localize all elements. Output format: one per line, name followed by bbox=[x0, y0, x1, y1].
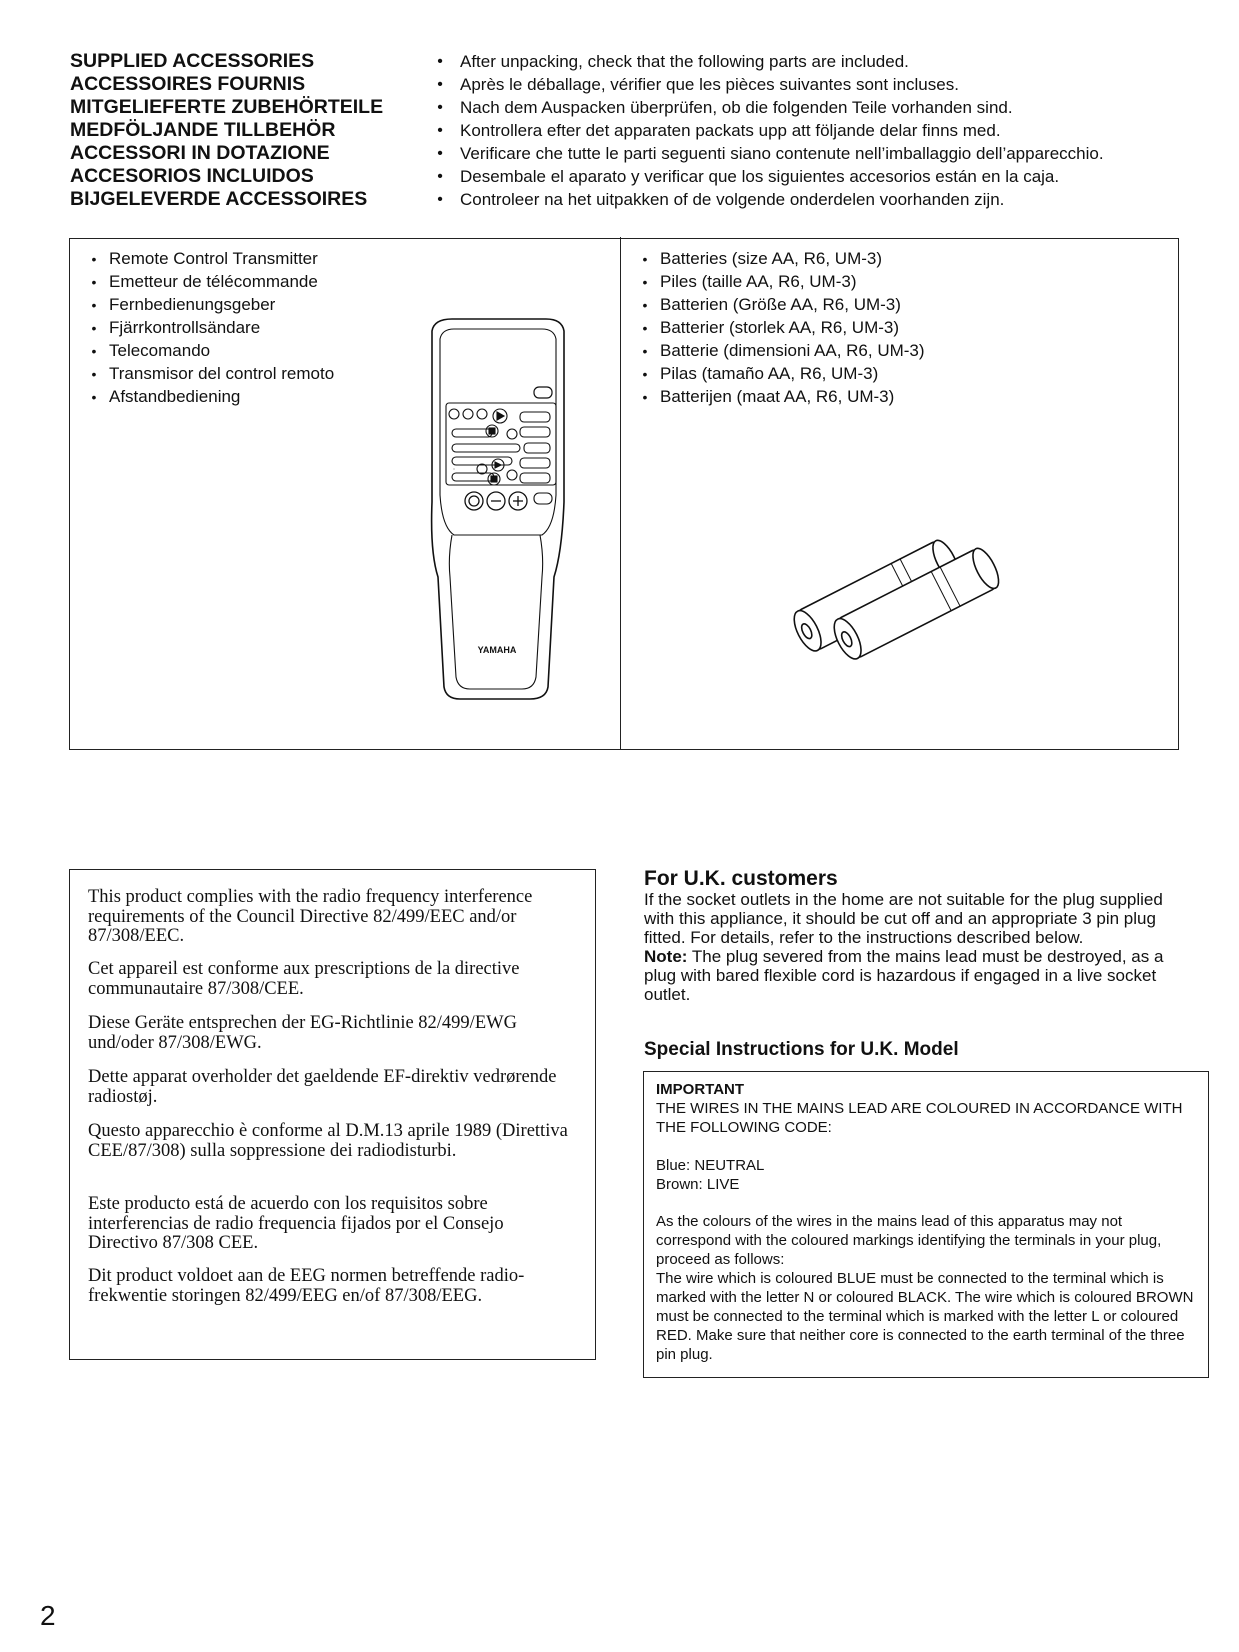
uk-body-text: If the socket outlets in the home are not suitable for the plug supplied with this appliance, it should be cut off and an appropriate 3 pin plug fitted. For details, refer to the instructions described below. bbox=[644, 890, 1163, 947]
note-label: Note: bbox=[644, 947, 688, 966]
list-item: • Emetteur de télécommande bbox=[81, 270, 334, 293]
bullet: • bbox=[91, 388, 97, 405]
compliance-paragraph: Cet appareil est conforme aux prescriptions de la directive communautaire 87/308/CEE. bbox=[88, 959, 520, 999]
bullet: • bbox=[642, 342, 648, 359]
compliance-paragraph: Dit product voldoet aan de EEG normen betreffende radio-frekwentie storingen 82/499/EEG en/of 87/308/EEG. bbox=[88, 1266, 525, 1306]
bullet: • bbox=[642, 319, 648, 336]
bullet: • bbox=[91, 273, 97, 290]
heading-description: Nach dem Auspacken überprüfen, ob die folgenden Teile vorhanden sind. bbox=[460, 97, 1013, 117]
bullet: • bbox=[91, 250, 97, 267]
remote-control-illustration bbox=[412, 317, 632, 702]
batteries-list bbox=[632, 247, 925, 408]
uk-note bbox=[644, 947, 1184, 1004]
bullet: • bbox=[437, 75, 443, 93]
compliance-paragraph: Este producto está de acuerdo con los requisitos sobre interferencias de radio frequencia fijados por el Consejo Directivo 87/308 CEE. bbox=[88, 1194, 504, 1253]
list-item: • Piles (taille AA, R6, UM-3) bbox=[632, 270, 925, 293]
uk-customers-title: For U.K. customers bbox=[644, 867, 838, 890]
brown-wire-code: Brown: LIVE bbox=[656, 1176, 740, 1193]
colour-instructions: As the colours of the wires in the mains lead of this apparatus may not correspond with the coloured markings identifying the terminals in your plug, proceed as follows: bbox=[656, 1213, 1162, 1268]
important-line: THE WIRES IN THE MAINS LEAD ARE COLOURED IN ACCORDANCE WITH THE FOLLOWING CODE: bbox=[656, 1100, 1183, 1136]
bullet: • bbox=[642, 250, 648, 267]
wiring-instructions: The wire which is coloured BLUE must be connected to the terminal which is marked with the letter N or coloured BLACK. The wire which is coloured BROWN must be connected to the terminal which is marked with the letter L or coloured RED. Make sure that neither core is connected to the earth terminal of the three pin plug. bbox=[656, 1270, 1194, 1363]
heading-row bbox=[70, 73, 1230, 96]
accessories-box bbox=[69, 238, 1179, 750]
list-item: • Fjärrkontrollsändare bbox=[81, 316, 334, 339]
bullet: • bbox=[642, 273, 648, 290]
heading-description: Kontrollera efter det apparaten packats upp att följande delar finns med. bbox=[460, 120, 1001, 140]
note-text: The plug severed from the mains lead must be destroyed, as a plug with bared flexible cord is hazardous if engaged in a live socket outlet. bbox=[644, 947, 1164, 1004]
batteries-illustration bbox=[770, 527, 1090, 687]
list-item: • Batterie (dimensioni AA, R6, UM-3) bbox=[632, 339, 925, 362]
compliance-paragraph: Diese Geräte entsprechen der EG-Richtlinie 82/499/EWG und/oder 87/308/EWG. bbox=[88, 1013, 517, 1053]
list-item: • Pilas (tamaño AA, R6, UM-3) bbox=[632, 362, 925, 385]
heading-row bbox=[70, 165, 1230, 188]
heading-title: BIJGELEVERDE ACCESSOIRES bbox=[70, 188, 368, 210]
heading-description: Verificare che tutte le parti seguenti siano contenute nell’imballaggio dell’apparecchio. bbox=[460, 143, 1104, 163]
list-item: • Fernbedienungsgeber bbox=[81, 293, 334, 316]
uk-customers-body bbox=[644, 890, 1184, 1004]
heading-description: After unpacking, check that the following parts are included. bbox=[460, 51, 909, 71]
bullet: • bbox=[91, 342, 97, 359]
list-item: • Transmisor del control remoto bbox=[81, 362, 334, 385]
heading-title: ACCESSORI IN DOTAZIONE bbox=[70, 142, 330, 164]
bullet: • bbox=[437, 52, 443, 70]
bullet: • bbox=[642, 296, 648, 313]
list-item: • Batteries (size AA, R6, UM-3) bbox=[632, 247, 925, 270]
blue-wire-code: Blue: NEUTRAL bbox=[656, 1157, 765, 1174]
special-instructions-title: Special Instructions for U.K. Model bbox=[644, 1039, 959, 1060]
list-item: • Batterien (Größe AA, R6, UM-3) bbox=[632, 293, 925, 316]
rfi-compliance-box bbox=[69, 869, 596, 1360]
bullet: • bbox=[437, 144, 443, 162]
remote-control-list bbox=[81, 247, 334, 408]
heading-description: Desembale el aparato y verificar que los siguientes accesorios están en la caja. bbox=[460, 166, 1060, 186]
heading-row bbox=[70, 50, 1230, 73]
important-label: IMPORTANT bbox=[656, 1081, 745, 1098]
list-item: • Batterier (storlek AA, R6, UM-3) bbox=[632, 316, 925, 339]
list-item: • Batterijen (maat AA, R6, UM-3) bbox=[632, 385, 925, 408]
bullet: • bbox=[437, 98, 443, 116]
important-wiring-box bbox=[643, 1071, 1209, 1378]
heading-title: MITGELIEFERTE ZUBEHÖRTEILE bbox=[70, 96, 384, 118]
heading-title: SUPPLIED ACCESSORIES bbox=[70, 50, 315, 72]
heading-title: ACCESORIOS INCLUIDOS bbox=[70, 165, 314, 187]
heading-title: MEDFÖLJANDE TILLBEHÖR bbox=[70, 119, 336, 141]
list-item: • Telecomando bbox=[81, 339, 334, 362]
bullet: • bbox=[91, 319, 97, 336]
heading-row bbox=[70, 142, 1230, 165]
compliance-paragraph: Dette apparat overholder det gaeldende EF-direktiv vedrørende radiostøj. bbox=[88, 1067, 557, 1107]
bullet: • bbox=[437, 121, 443, 139]
list-item: • Afstandbediening bbox=[81, 385, 334, 408]
bullet: • bbox=[437, 190, 443, 208]
supplied-accessories-heading bbox=[70, 50, 1230, 211]
bullet: • bbox=[91, 365, 97, 382]
bullet: • bbox=[91, 296, 97, 313]
list-item: • Remote Control Transmitter bbox=[81, 247, 334, 270]
bullet: • bbox=[642, 365, 648, 382]
compliance-paragraph: Questo apparecchio è conforme al D.M.13 aprile 1989 (Direttiva CEE/87/308) sulla soppressione dei radiodisturbi. bbox=[88, 1121, 568, 1161]
heading-row bbox=[70, 188, 1230, 211]
heading-row bbox=[70, 96, 1230, 119]
heading-description: Après le déballage, vérifier que les pièces suivantes sont incluses. bbox=[460, 74, 959, 94]
page-number: 2 bbox=[40, 1600, 56, 1631]
bullet: • bbox=[437, 167, 443, 185]
bullet: • bbox=[642, 388, 648, 405]
heading-title: ACCESSOIRES FOURNIS bbox=[70, 73, 306, 95]
heading-description: Controleer na het uitpakken of de volgende onderdelen voorhanden zijn. bbox=[460, 189, 1005, 209]
remote-brand-label: YAMAHA bbox=[477, 645, 517, 655]
heading-row bbox=[70, 119, 1230, 142]
compliance-paragraph: This product complies with the radio frequency interference requirements of the Council Directive 82/499/EEC and/or 87/308/EEC. bbox=[88, 887, 533, 946]
